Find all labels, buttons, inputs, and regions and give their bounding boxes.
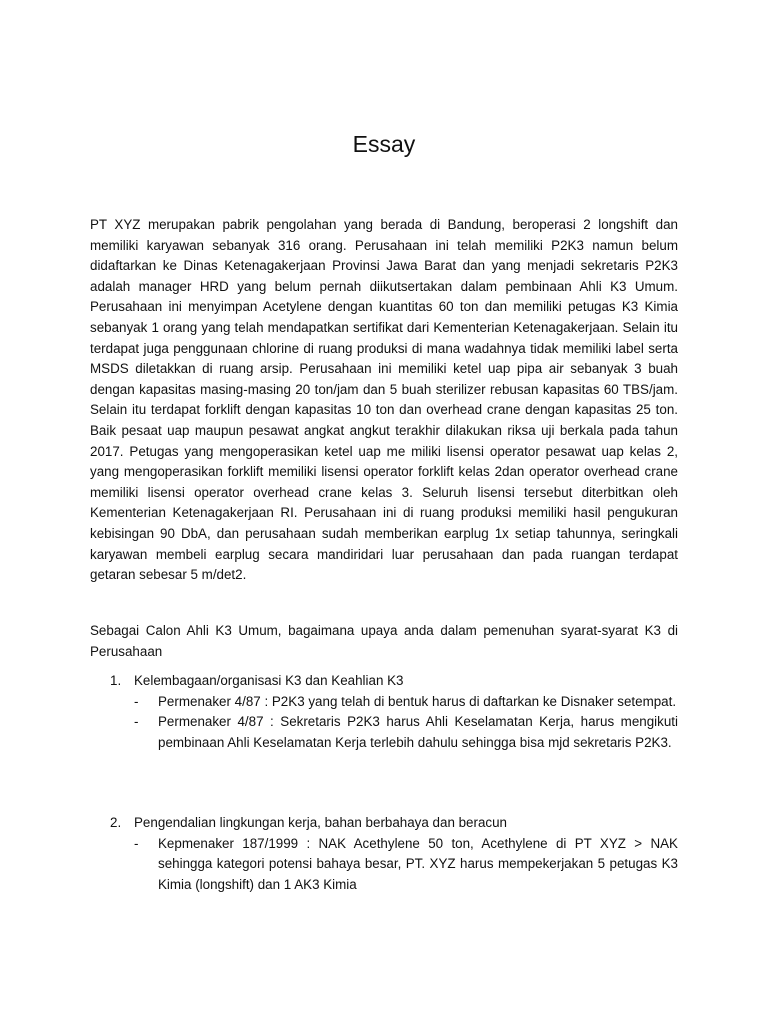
bullet-item bbox=[90, 834, 678, 896]
dash-marker: - bbox=[134, 714, 139, 730]
bullet-list bbox=[90, 692, 678, 754]
question-paragraph: Sebagai Calon Ahli K3 Umum, bagaimana upaya anda dalam pemenuhan syarat-syarat K3 di Perusahaan bbox=[90, 623, 678, 659]
bullet-list bbox=[90, 834, 678, 896]
bullet-item bbox=[90, 692, 678, 713]
section-list-item bbox=[90, 671, 678, 753]
section-heading bbox=[90, 813, 678, 834]
bullet-item bbox=[90, 712, 678, 753]
bullet-text: Kepmenaker 187/1999 : NAK Acethylene 50 ton, Acethylene di PT XYZ > NAK sehingga kategori potensi bahaya besar, PT. XYZ harus mempekerjakan 5 petugas K3 Kimia (longshift) dan 1 AK3 Kimia bbox=[158, 835, 678, 892]
section-number: 1. bbox=[110, 673, 122, 688]
dash-marker: - bbox=[134, 835, 139, 851]
bullet-text: Permenaker 4/87 : P2K3 yang telah di bentuk harus di daftarkan ke Disnaker setempat. bbox=[158, 693, 677, 709]
bullet-text: Permenaker 4/87 : Sekretaris P2K3 harus Ahli Keselamatan Kerja, harus mengikuti pembinaan Ahli Keselamatan Kerja terlebih dahulu sehingga bisa mjd sekretaris P2K3. bbox=[158, 714, 678, 750]
section-heading-text: Pengendalian lingkungan kerja, bahan berbahaya dan beracun bbox=[134, 815, 508, 830]
dash-marker: - bbox=[134, 693, 139, 709]
section-list-item bbox=[90, 813, 678, 895]
intro-paragraph: PT XYZ merupakan pabrik pengolahan yang berada di Bandung, beroperasi 2 longshift dan memiliki karyawan sebanyak 316 orang. Perusahaan ini telah memiliki P2K3 namun belum didaftarkan ke Dinas Ketenagakerjaan Provinsi Jawa Barat dan yang menjadi sekretaris P2K3 adalah manager HRD yang belum pernah diikutsertakan dalam pembinaan Ahli K3 Umum. Perusahaan ini menyimpan Acetylene dengan kuantitas 60 ton dan memiliki petugas K3 Kimia sebanyak 1 orang yang telah mendapatkan sertifikat dari Kementerian Ketenagakerjaan. Selain itu terdapat juga penggunaan chlorine di ruang produksi di mana wadahnya tidak memiliki label serta MSDS diletakkan di ruang arsip. Perusahaan ini memiliki ketel uap pipa air sebanyak 3 buah dengan kapasitas masing-masing 20 ton/jam dan 5 buah sterilizer rebusan kapasitas 60 TBS/jam. Selain itu terdapat forklift dengan kapasitas 10 ton dan overhead crane dengan kapasitas 25 ton. Baik pesaat uap maupun pesawat angkat angkut terakhir dilakukan riksa uji berkala pada tahun 2017. Petugas yang mengoperasikan ketel uap me miliki lisensi operator pesawat uap kelas 2, yang mengoperasikan forklift memiliki lisensi operator forklift kelas 2dan operator overhead crane memiliki lisensi operator overhead crane kelas 3. Seluruh lisensi tersebut diterbitkan oleh Kementerian Ketenagakerjaan RI. Perusahaan ini di ruang produksi memiliki hasil pengukuran kebisingan 90 DbA, dan perusahaan sudah memberikan earplug 1x setiap tahunnya, seringkali karyawan membeli earplug secara mandiridari luar perusahaan dan pada ruangan terdapat getaran sebesar 5 m/det2. bbox=[90, 217, 678, 583]
section-number: 2. bbox=[110, 815, 122, 830]
section-heading bbox=[90, 671, 678, 692]
page-title: Essay bbox=[352, 131, 416, 157]
section-heading-text: Kelembagaan/organisasi K3 dan Keahlian K3 bbox=[134, 673, 404, 688]
